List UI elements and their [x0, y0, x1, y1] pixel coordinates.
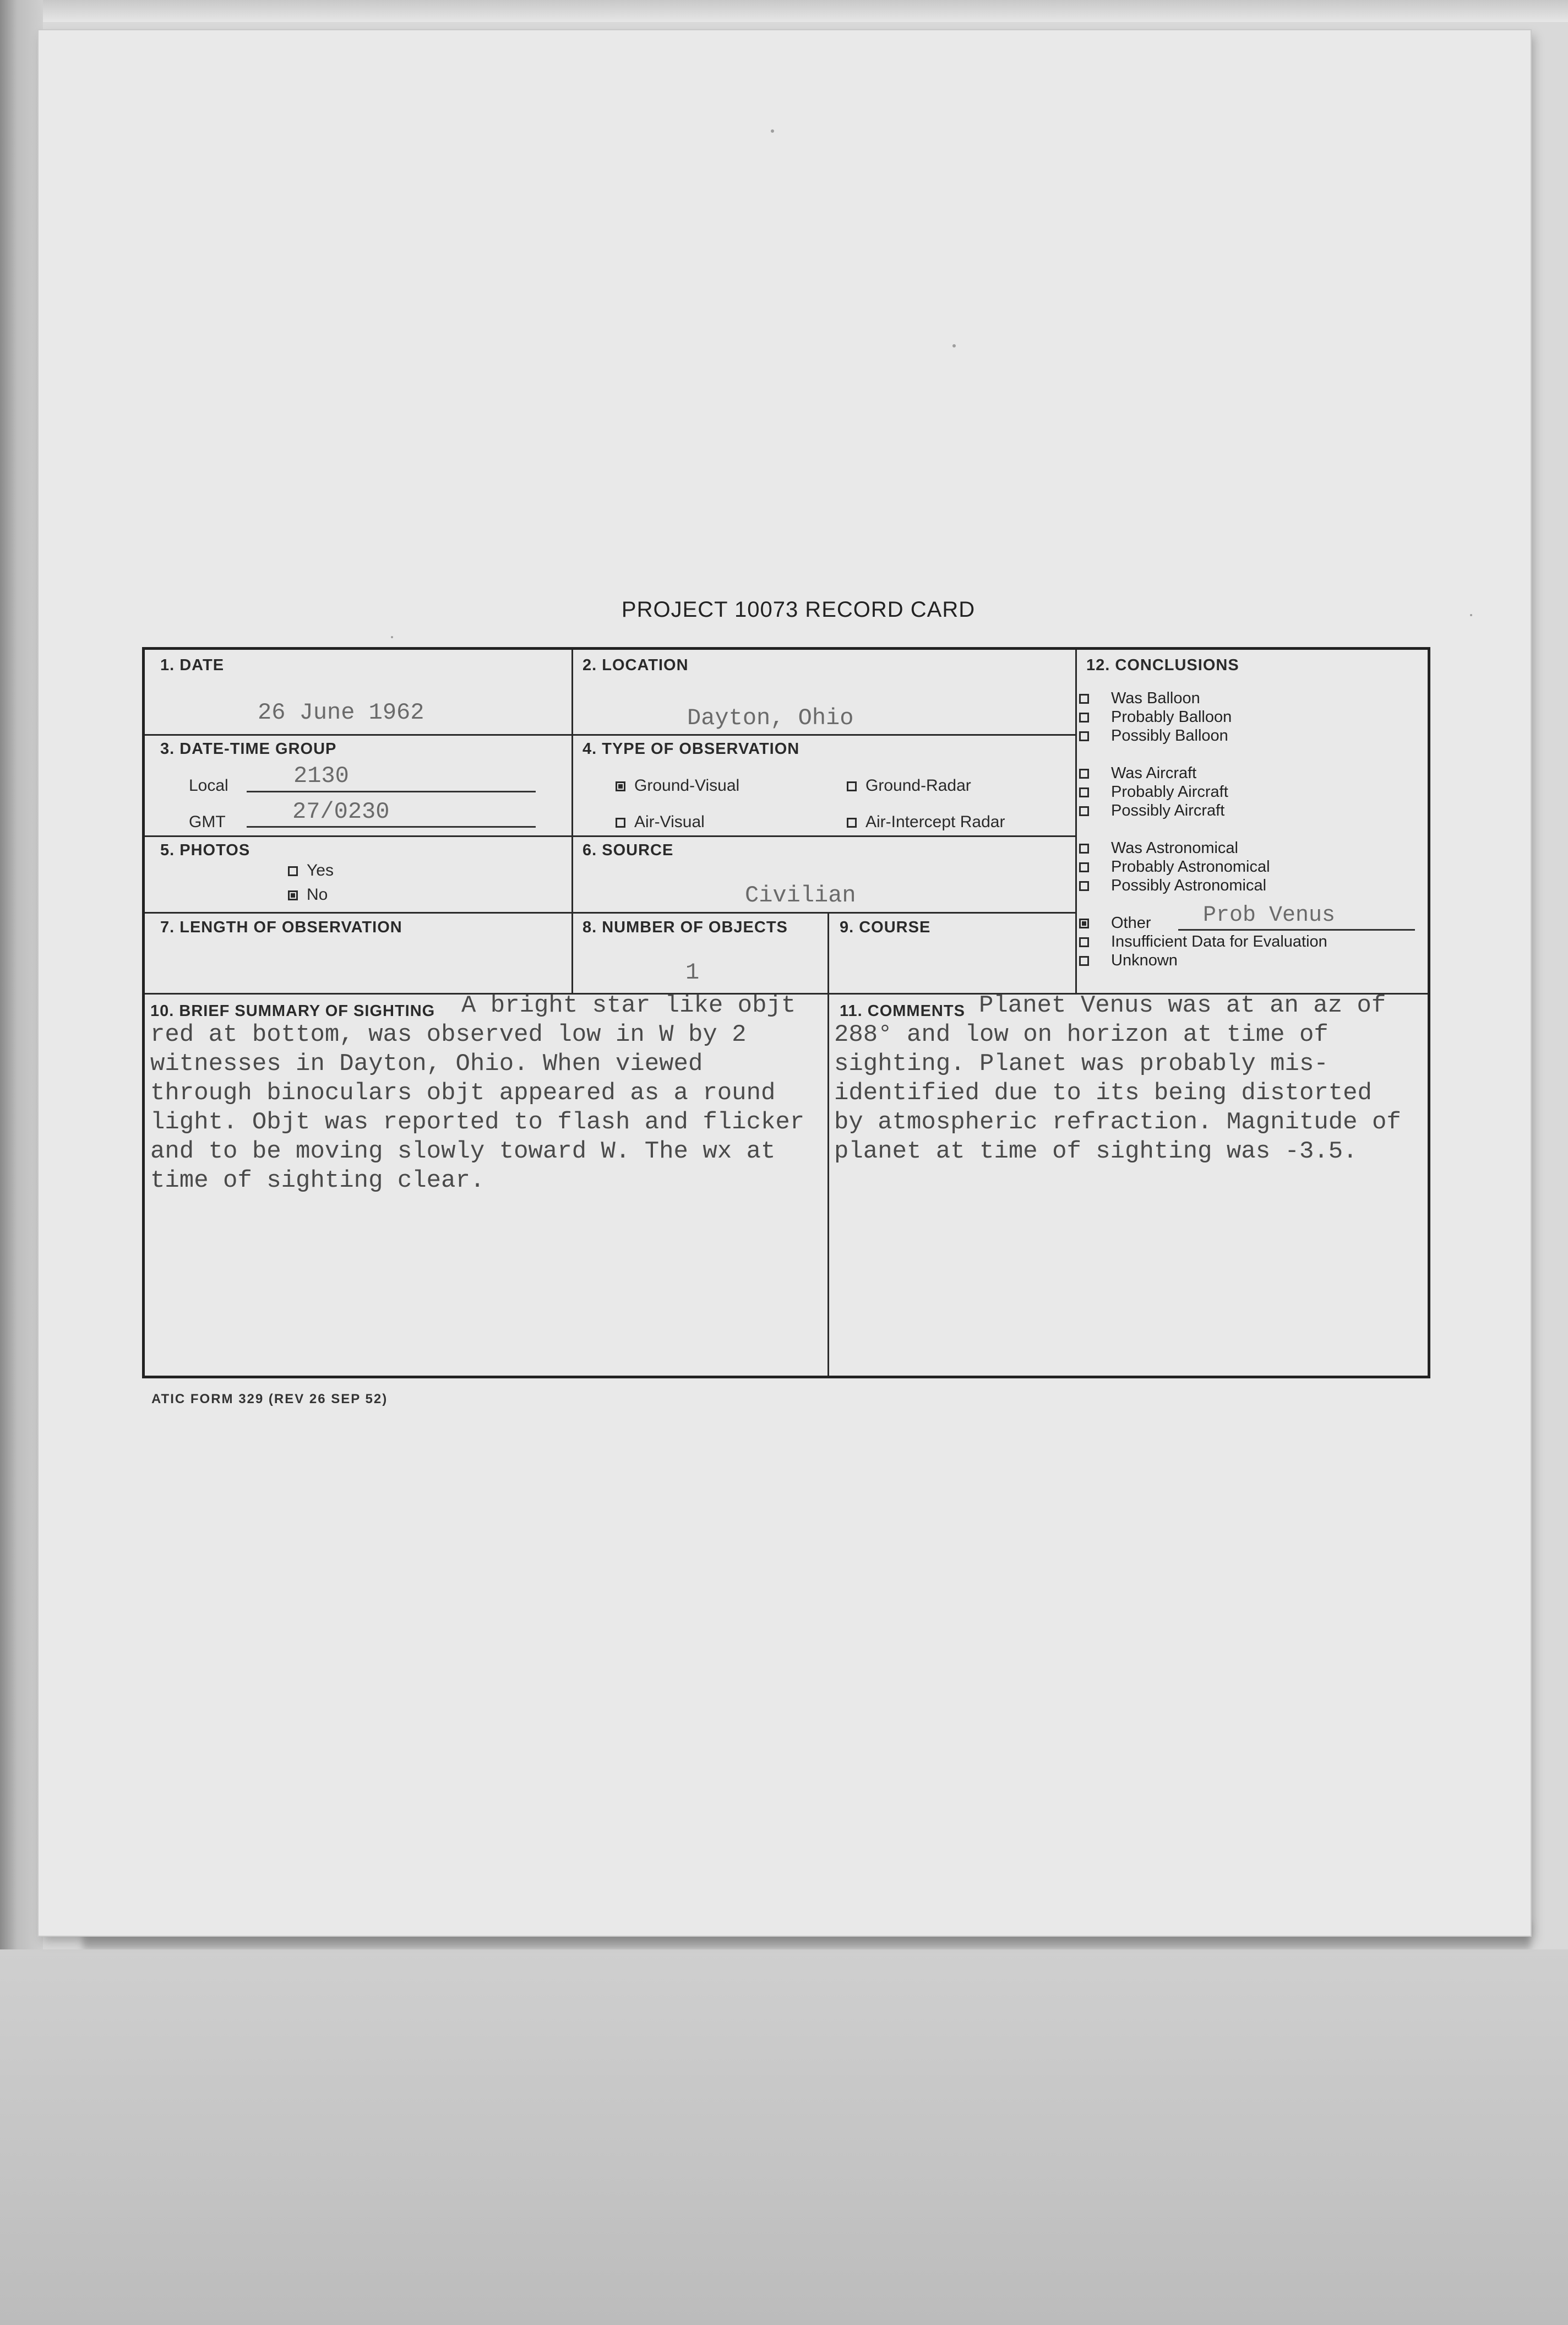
checkbox-icon — [1079, 881, 1089, 891]
checkbox-icon — [847, 781, 857, 791]
date-time-group-label: 3. DATE-TIME GROUP — [160, 740, 337, 758]
course-label: 9. COURSE — [840, 919, 931, 936]
conclusion-other-value: Prob Venus — [1203, 903, 1336, 928]
date-value: 26 June 1962 — [258, 699, 424, 726]
conclusion-probably-balloon: Probably Balloon — [1079, 708, 1232, 726]
number-of-objects-label: 8. NUMBER OF OBJECTS — [582, 919, 788, 936]
checkbox-icon — [616, 781, 625, 791]
length-of-observation-label: 7. LENGTH OF OBSERVATION — [160, 919, 402, 936]
dust-speck — [771, 129, 774, 133]
location-label: 2. LOCATION — [582, 656, 689, 674]
row-divider — [145, 835, 1075, 837]
checkbox-icon — [288, 890, 298, 900]
checkbox-icon — [1079, 806, 1089, 816]
scan-top-edge — [0, 0, 1568, 22]
checkbox-icon — [1079, 713, 1089, 723]
checkbox-icon — [1079, 937, 1089, 947]
type-of-observation-label: 4. TYPE OF OBSERVATION — [582, 740, 800, 758]
date-label: 1. DATE — [160, 656, 225, 674]
photos-label: 5. PHOTOS — [160, 841, 251, 859]
source-value: Civilian — [745, 882, 856, 909]
conclusion-other: Other — [1079, 914, 1151, 932]
local-time-label: Local — [189, 776, 228, 795]
checkbox-icon — [1079, 919, 1089, 928]
gmt-time-value: 27/0230 — [292, 798, 390, 825]
col-divider — [827, 993, 829, 1376]
checkbox-icon — [847, 818, 857, 828]
conclusion-possibly-astronomical: Possibly Astronomical — [1079, 877, 1266, 895]
checkbox-icon — [1079, 769, 1089, 779]
source-label: 6. SOURCE — [582, 841, 674, 859]
col-divider — [571, 650, 573, 993]
checkbox-icon — [1079, 862, 1089, 872]
conclusion-insufficient-data: Insufficient Data for Evaluation — [1079, 933, 1327, 951]
conclusion-was-astronomical: Was Astronomical — [1079, 839, 1238, 857]
observation-option-ground-visual: Ground-Visual — [616, 776, 739, 795]
scan-background-strip — [0, 1949, 1568, 2325]
conclusion-probably-aircraft: Probably Aircraft — [1079, 783, 1228, 801]
row-divider — [145, 734, 1075, 736]
checkbox-icon — [1079, 731, 1089, 741]
photos-option-no: No — [288, 886, 328, 904]
local-time-value: 2130 — [293, 763, 349, 789]
checkbox-icon — [288, 866, 298, 876]
checkbox-icon — [1079, 956, 1089, 966]
summary-label: 10. BRIEF SUMMARY OF SIGHTING — [150, 1002, 435, 1020]
record-card — [142, 647, 1430, 1378]
conclusion-possibly-balloon: Possibly Balloon — [1079, 727, 1228, 745]
conclusions-label: 12. CONCLUSIONS — [1086, 656, 1239, 674]
photos-option-yes: Yes — [288, 861, 334, 880]
dust-speck — [391, 636, 393, 638]
observation-option-air-visual: Air-Visual — [616, 813, 705, 832]
comments-text: 288° and low on horizon at time of sighting. Planet was probably mis- identified due to its being distorted by atmospheric refraction. Magnitude of planet at time of sighting was -3.5. — [834, 1021, 1401, 1165]
gmt-time-label: GMT — [189, 813, 226, 831]
card-title: PROJECT 10073 RECORD CARD — [621, 597, 976, 622]
form-footer: ATIC FORM 329 (REV 26 SEP 52) — [151, 1392, 388, 1406]
number-of-objects-value: 1 — [685, 959, 700, 986]
comments-first-line: Planet Venus was at an az of — [979, 992, 1386, 1019]
conclusion-unknown: Unknown — [1079, 952, 1178, 970]
summary-first-line: A bright star like objt — [461, 992, 796, 1019]
location-value: Dayton, Ohio — [687, 705, 854, 731]
observation-option-air-intercept-radar: Air-Intercept Radar — [847, 813, 1005, 832]
dust-speck — [952, 344, 956, 347]
other-underline — [1178, 929, 1415, 931]
dust-speck — [1470, 614, 1472, 616]
checkbox-icon — [1079, 787, 1089, 797]
observation-option-ground-radar: Ground-Radar — [847, 776, 971, 795]
col-divider — [1075, 650, 1077, 993]
checkbox-icon — [1079, 694, 1089, 704]
conclusion-was-aircraft: Was Aircraft — [1079, 764, 1196, 783]
col-divider — [827, 912, 829, 993]
comments-label: 11. COMMENTS — [840, 1002, 965, 1020]
conclusion-probably-astronomical: Probably Astronomical — [1079, 858, 1270, 876]
conclusion-was-balloon: Was Balloon — [1079, 689, 1200, 708]
row-divider — [145, 912, 1075, 914]
local-time-underline — [247, 791, 536, 792]
checkbox-icon — [616, 818, 625, 828]
gmt-time-underline — [247, 826, 536, 828]
conclusion-possibly-aircraft: Possibly Aircraft — [1079, 802, 1224, 820]
summary-text: red at bottom, was observed low in W by 2 witnesses in Dayton, Ohio. When viewed through binoculars objt appeared as a round light. Objt was reported to flash and flicker and to be moving slowly toward W. The wx at time of sighting clear. — [150, 1021, 805, 1194]
checkbox-icon — [1079, 844, 1089, 854]
